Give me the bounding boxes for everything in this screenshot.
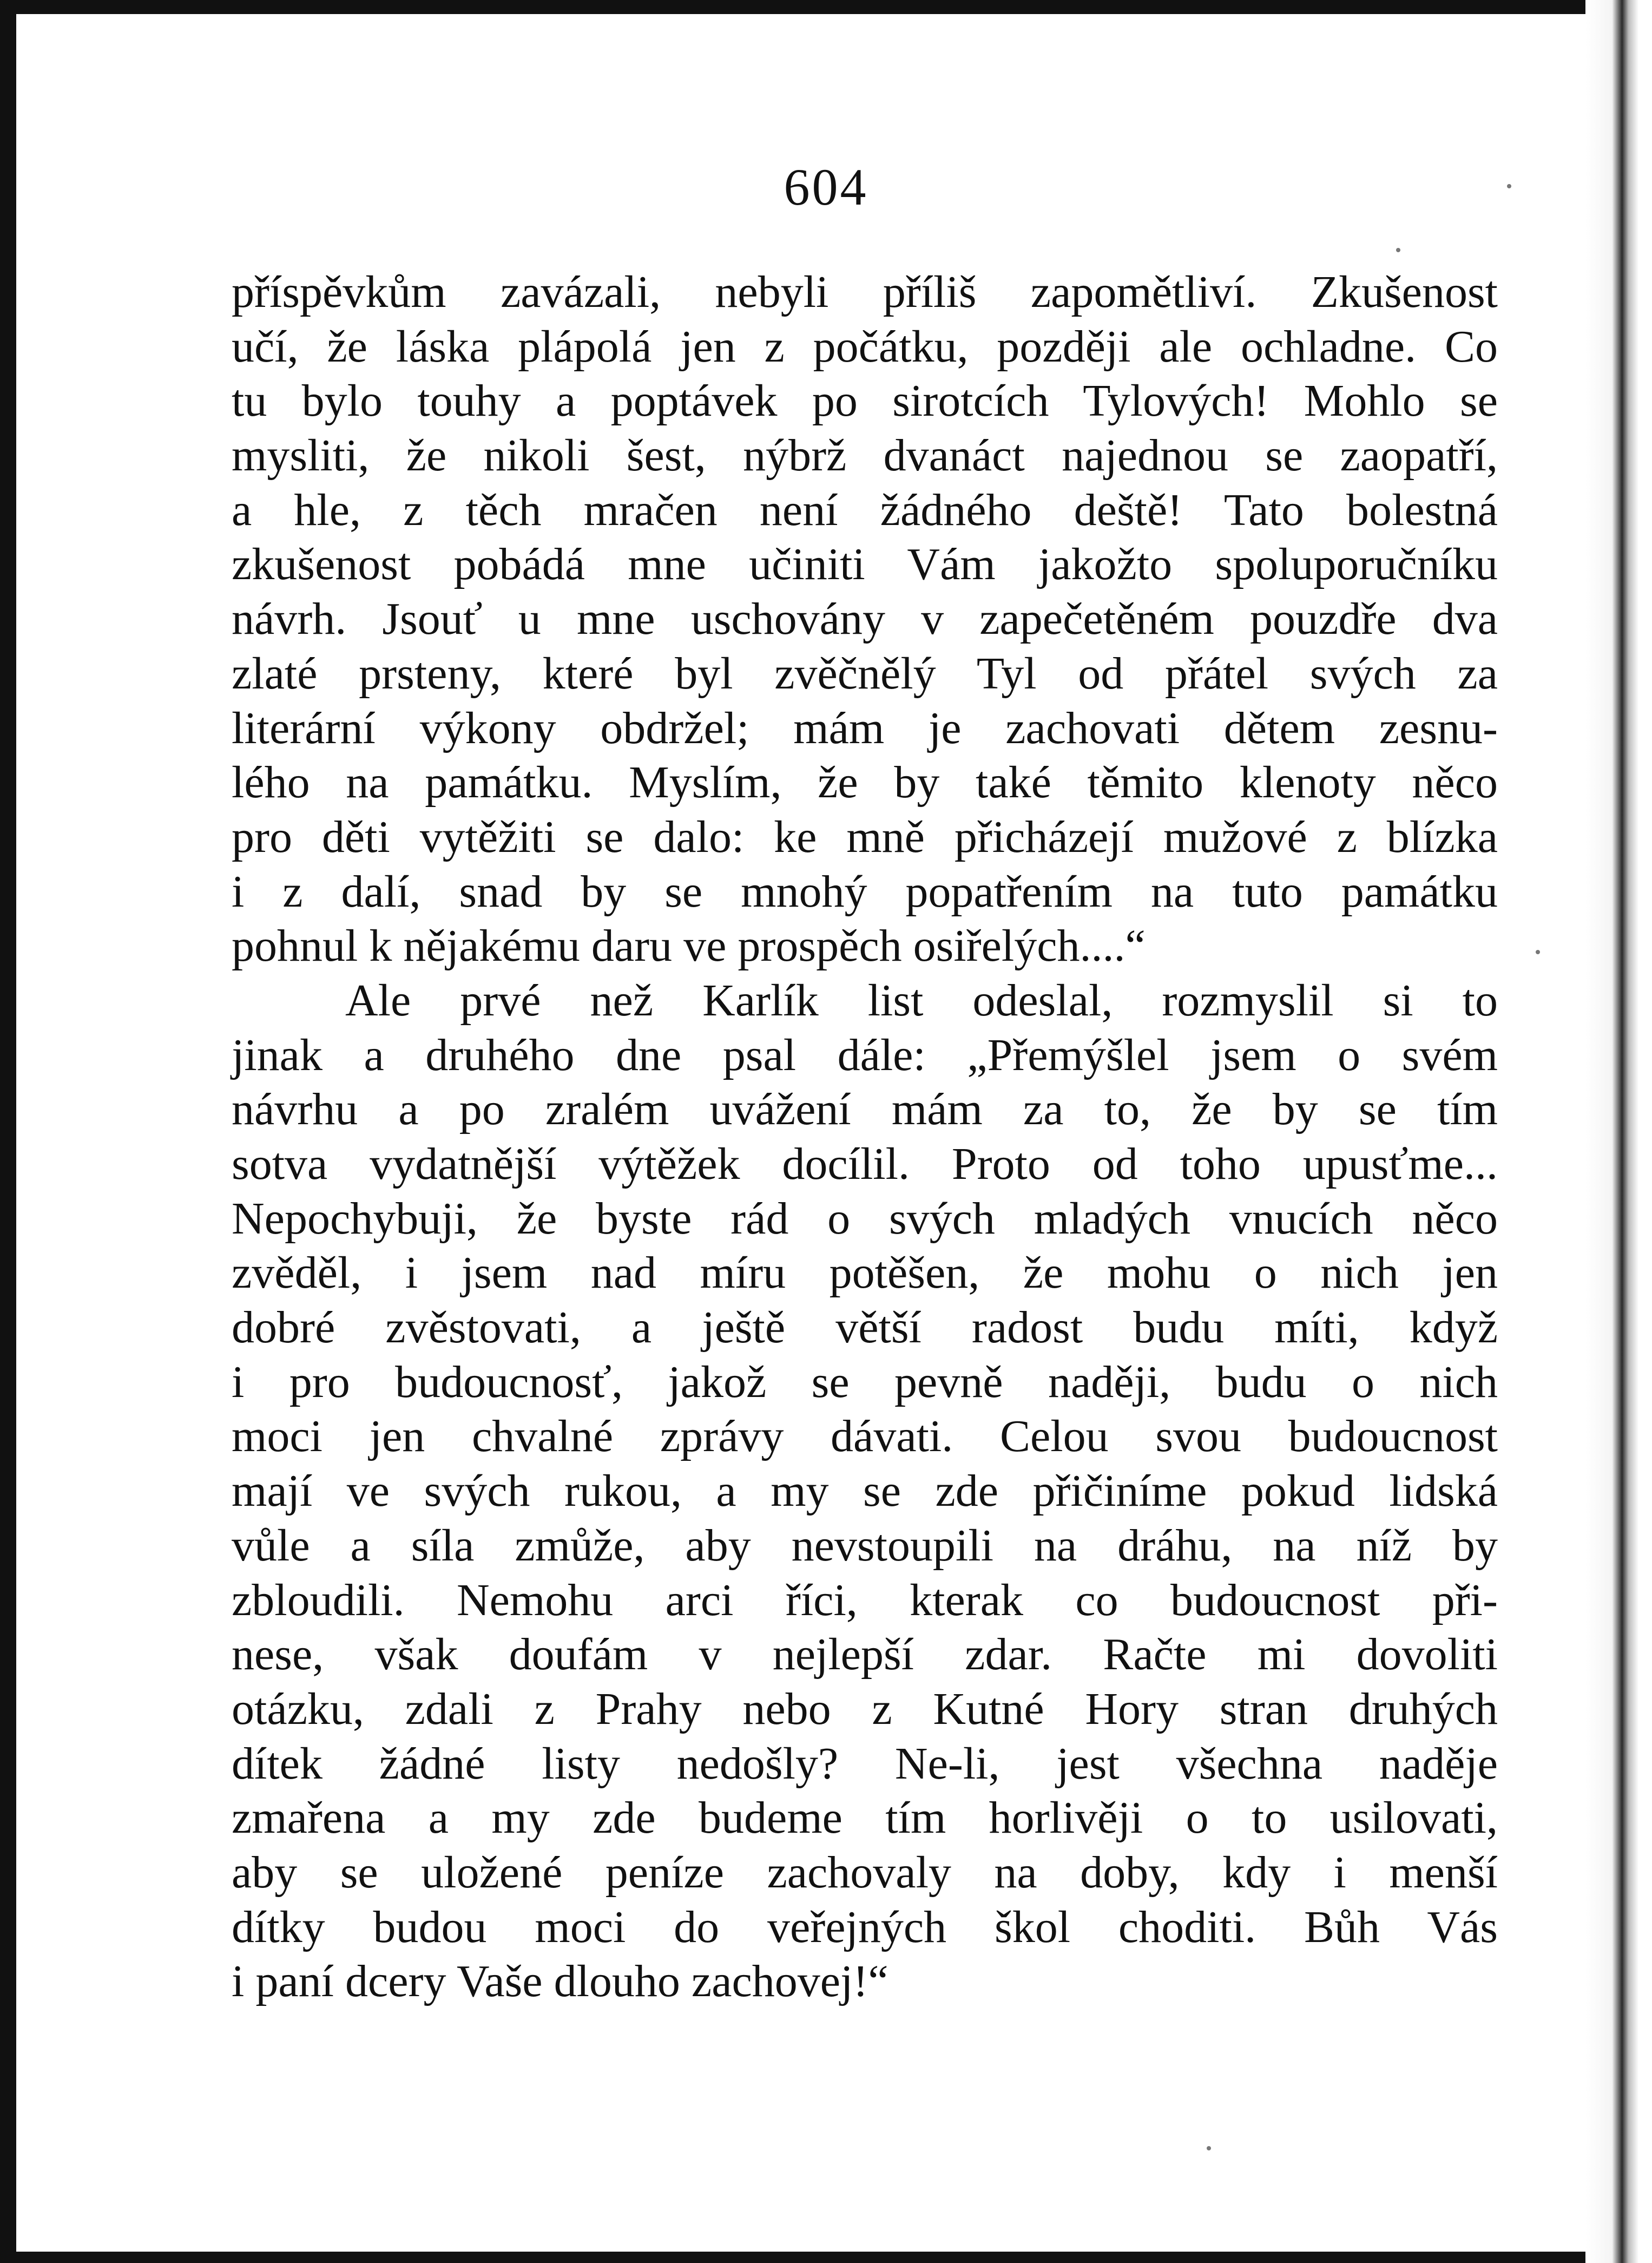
text-line: sotva vydatnější výtěžek docílil. Proto od toho upusťme... <box>232 1139 1498 1189</box>
page-number: 604 <box>784 158 868 216</box>
text-line: dobré zvěstovati, a ještě větší radost budu míti, když <box>232 1302 1498 1353</box>
text-line: lého na památku. Myslím, že by také těmito klenoty něco <box>232 757 1498 808</box>
text-line: mysliti, že nikoli šest, nýbrž dvanáct najednou se zaopatří, <box>232 430 1498 481</box>
text-line: zvěděl, i jsem nad míru potěšen, že mohu o nich jen <box>232 1248 1498 1298</box>
text-line: otázku, zdali z Prahy nebo z Kutné Hory stran druhých <box>232 1683 1498 1734</box>
text-line: návrh. Jsouť u mne uschovány v zapečetěném pouzdře dva <box>232 594 1498 645</box>
text-line: zbloudili. Nemohu arci říci, kterak co budoucnost při- <box>232 1575 1498 1625</box>
text-line: dítky budou moci do veřejných škol choditi. Bůh Vás <box>232 1901 1498 1952</box>
text-line: i paní dcery Vaše dlouho zachovej!“ <box>232 1956 888 2007</box>
text-line: i pro budoucnosť, jakož se pevně naději, budu o nich <box>232 1356 1498 1407</box>
text-line: pohnul k nějakému daru ve prospěch osiřelých....“ <box>232 921 1146 972</box>
text-line: tu bylo touhy a poptávek po sirotcích Tylových! Mohlo se <box>232 376 1498 427</box>
text-line: mají ve svých rukou, a my se zde přičiníme pokud lidská <box>232 1466 1498 1517</box>
scan-page-edge-shadow <box>1585 0 1652 2263</box>
scan-speck <box>1207 2146 1211 2150</box>
scan-speck <box>1396 248 1400 252</box>
text-line: zmařena a my zde budeme tím horlivěji o to usilovati, <box>232 1793 1498 1844</box>
text-line: učí, že láska plápolá jen z počátku, později ale ochladne. Co <box>232 321 1498 372</box>
text-line: a hle, z těch mračen není žádného deště! Tato bolestná <box>232 484 1498 535</box>
text-line: literární výkony obdržel; mám je zachovati dětem zesnu- <box>232 703 1498 753</box>
text-line: zlaté prsteny, které byl zvěčnělý Tyl od přátel svých za <box>232 648 1498 699</box>
scan-border-left <box>0 0 16 2263</box>
text-line: návrhu a po zralém uvážení mám za to, že by se tím <box>232 1084 1498 1135</box>
text-line: jinak a druhého dne psal dále: „Přemýšlel jsem o svém <box>232 1029 1498 1080</box>
text-line: vůle a síla zmůže, aby nevstoupili na dráhu, na níž by <box>232 1520 1498 1571</box>
scan-border-bottom <box>0 2252 1652 2263</box>
text-line: příspěvkům zavázali, nebyli příliš zapomětliví. Zkušenost <box>232 267 1498 317</box>
text-line: zkušenost pobádá mne učiniti Vám jakožto spoluporučníku <box>232 539 1498 590</box>
text-line: i z dalí, snad by se mnohý popatřením na tuto památku <box>232 866 1498 917</box>
text-line: dítek žádné listy nedošly? Ne-li, jest všechna naděje <box>232 1738 1498 1789</box>
text-line: nese, však doufám v nejlepší zdar. Račte mi dovoliti <box>232 1629 1498 1680</box>
scan-border-top <box>0 0 1652 14</box>
text-line-paragraph-start: Ale prvé než Karlík list odeslal, rozmyslil si to <box>345 975 1498 1026</box>
body-text <box>232 265 1498 2009</box>
text-line: moci jen chvalné zprávy dávati. Celou svou budoucnost <box>232 1411 1498 1462</box>
text-line: pro děti vytěžiti se dalo: ke mně přicházejí mužové z blízka <box>232 811 1498 862</box>
text-line: aby se uložené peníze zachovaly na doby, kdy i menší <box>232 1847 1498 1898</box>
scan-speck <box>1536 950 1540 954</box>
text-line: Nepochybuji, že byste rád o svých mladých vnucích něco <box>232 1193 1498 1244</box>
